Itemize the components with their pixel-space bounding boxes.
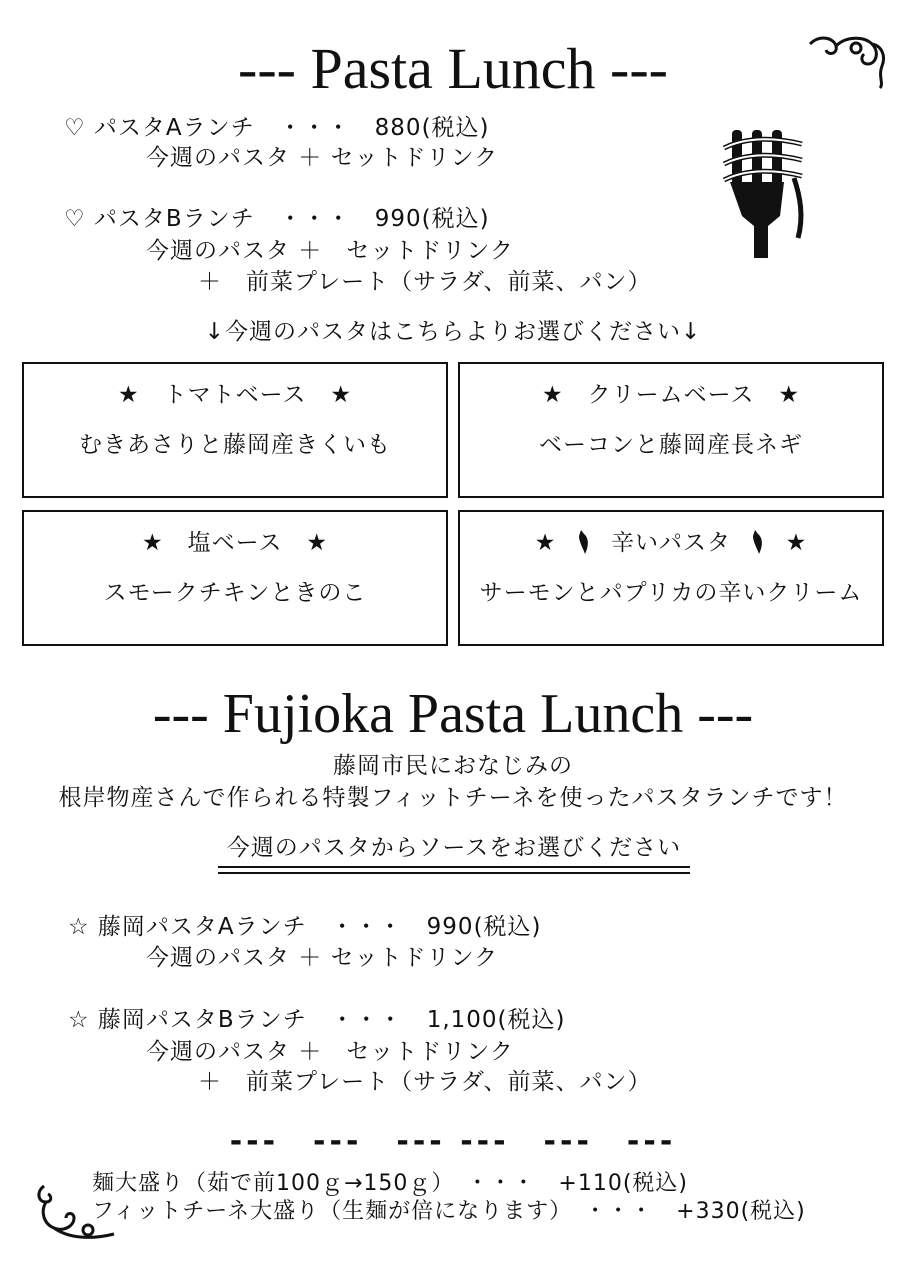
option-dish: スモークチキンときのこ (103, 580, 367, 606)
option-dish: むきあさりと藤岡産きくいも (79, 432, 391, 458)
intro-line-1: 藤岡市民におなじみの (333, 753, 573, 779)
option-heading (460, 524, 882, 557)
pasta-option-salt (22, 510, 448, 646)
chili-pepper-icon (575, 528, 593, 556)
pasta-option-tomato (22, 362, 448, 498)
lunch-b-desc2: ＋ 前菜プレート（サラダ、前菜、パン） (198, 269, 652, 295)
intro-line-2: 根岸物産さんで作られる特製フィットチーネを使ったパスタランチです！ (58, 785, 848, 811)
extra-large-noodles: 麺大盛り（茹で前100ｇ→150ｇ） ・・・ +110(税込) (92, 1171, 689, 1196)
option-heading: ★ クリームベース ★ (541, 382, 801, 408)
option-heading: ★ トマトベース ★ (117, 382, 353, 408)
section-title: --- Fujioka Pasta Lunch --- (152, 683, 754, 745)
star-icon: ★ (534, 530, 557, 556)
option-heading-text: 辛いパスタ (611, 530, 731, 556)
fujioka-lunch-b-name: ☆ 藤岡パスタBランチ ・・・ 1,100(税込) (68, 1007, 566, 1033)
chili-pepper-icon (749, 528, 767, 556)
fujioka-lunch-a-name: ☆ 藤岡パスタAランチ ・・・ 990(税込) (68, 914, 542, 940)
fujioka-lunch-a-desc: 今週のパスタ ＋ セットドリンク (146, 945, 499, 971)
lunch-b-name: ♡ パスタBランチ ・・・ 990(税込) (64, 206, 490, 232)
fork-with-pasta-icon (718, 126, 808, 262)
star-icon: ★ (785, 530, 808, 556)
sauce-note: 今週のパスタからソースをお選びください (226, 835, 682, 861)
fujioka-lunch-b-desc2: ＋ 前菜プレート（サラダ、前菜、パン） (198, 1069, 652, 1095)
pasta-option-spicy (458, 510, 884, 646)
option-heading: ★ 塩ベース ★ (141, 530, 329, 556)
option-dish: サーモンとパプリカの辛いクリーム (479, 580, 863, 606)
underline (218, 872, 690, 874)
page-title: --- Pasta Lunch --- (238, 36, 668, 101)
fujioka-lunch-b-desc: 今週のパスタ ＋ セットドリンク (146, 1039, 514, 1065)
lunch-a-desc: 今週のパスタ ＋ セットドリンク (146, 145, 499, 171)
lunch-b-desc: 今週のパスタ ＋ セットドリンク (146, 238, 514, 264)
choose-note: ↓今週のパスタはこちらよりお選びください↓ (204, 319, 702, 345)
option-dish: ベーコンと藤岡産長ネギ (539, 432, 803, 458)
extra-large-fettuccine: フィットチーネ大盛り（生麺が倍になります） ・・・ +330(税込) (92, 1199, 806, 1224)
divider: --- --- --- --- --- --- (229, 1124, 677, 1159)
underline (218, 866, 690, 868)
pasta-option-cream (458, 362, 884, 498)
lunch-a-name: ♡ パスタAランチ ・・・ 880(税込) (64, 115, 490, 141)
